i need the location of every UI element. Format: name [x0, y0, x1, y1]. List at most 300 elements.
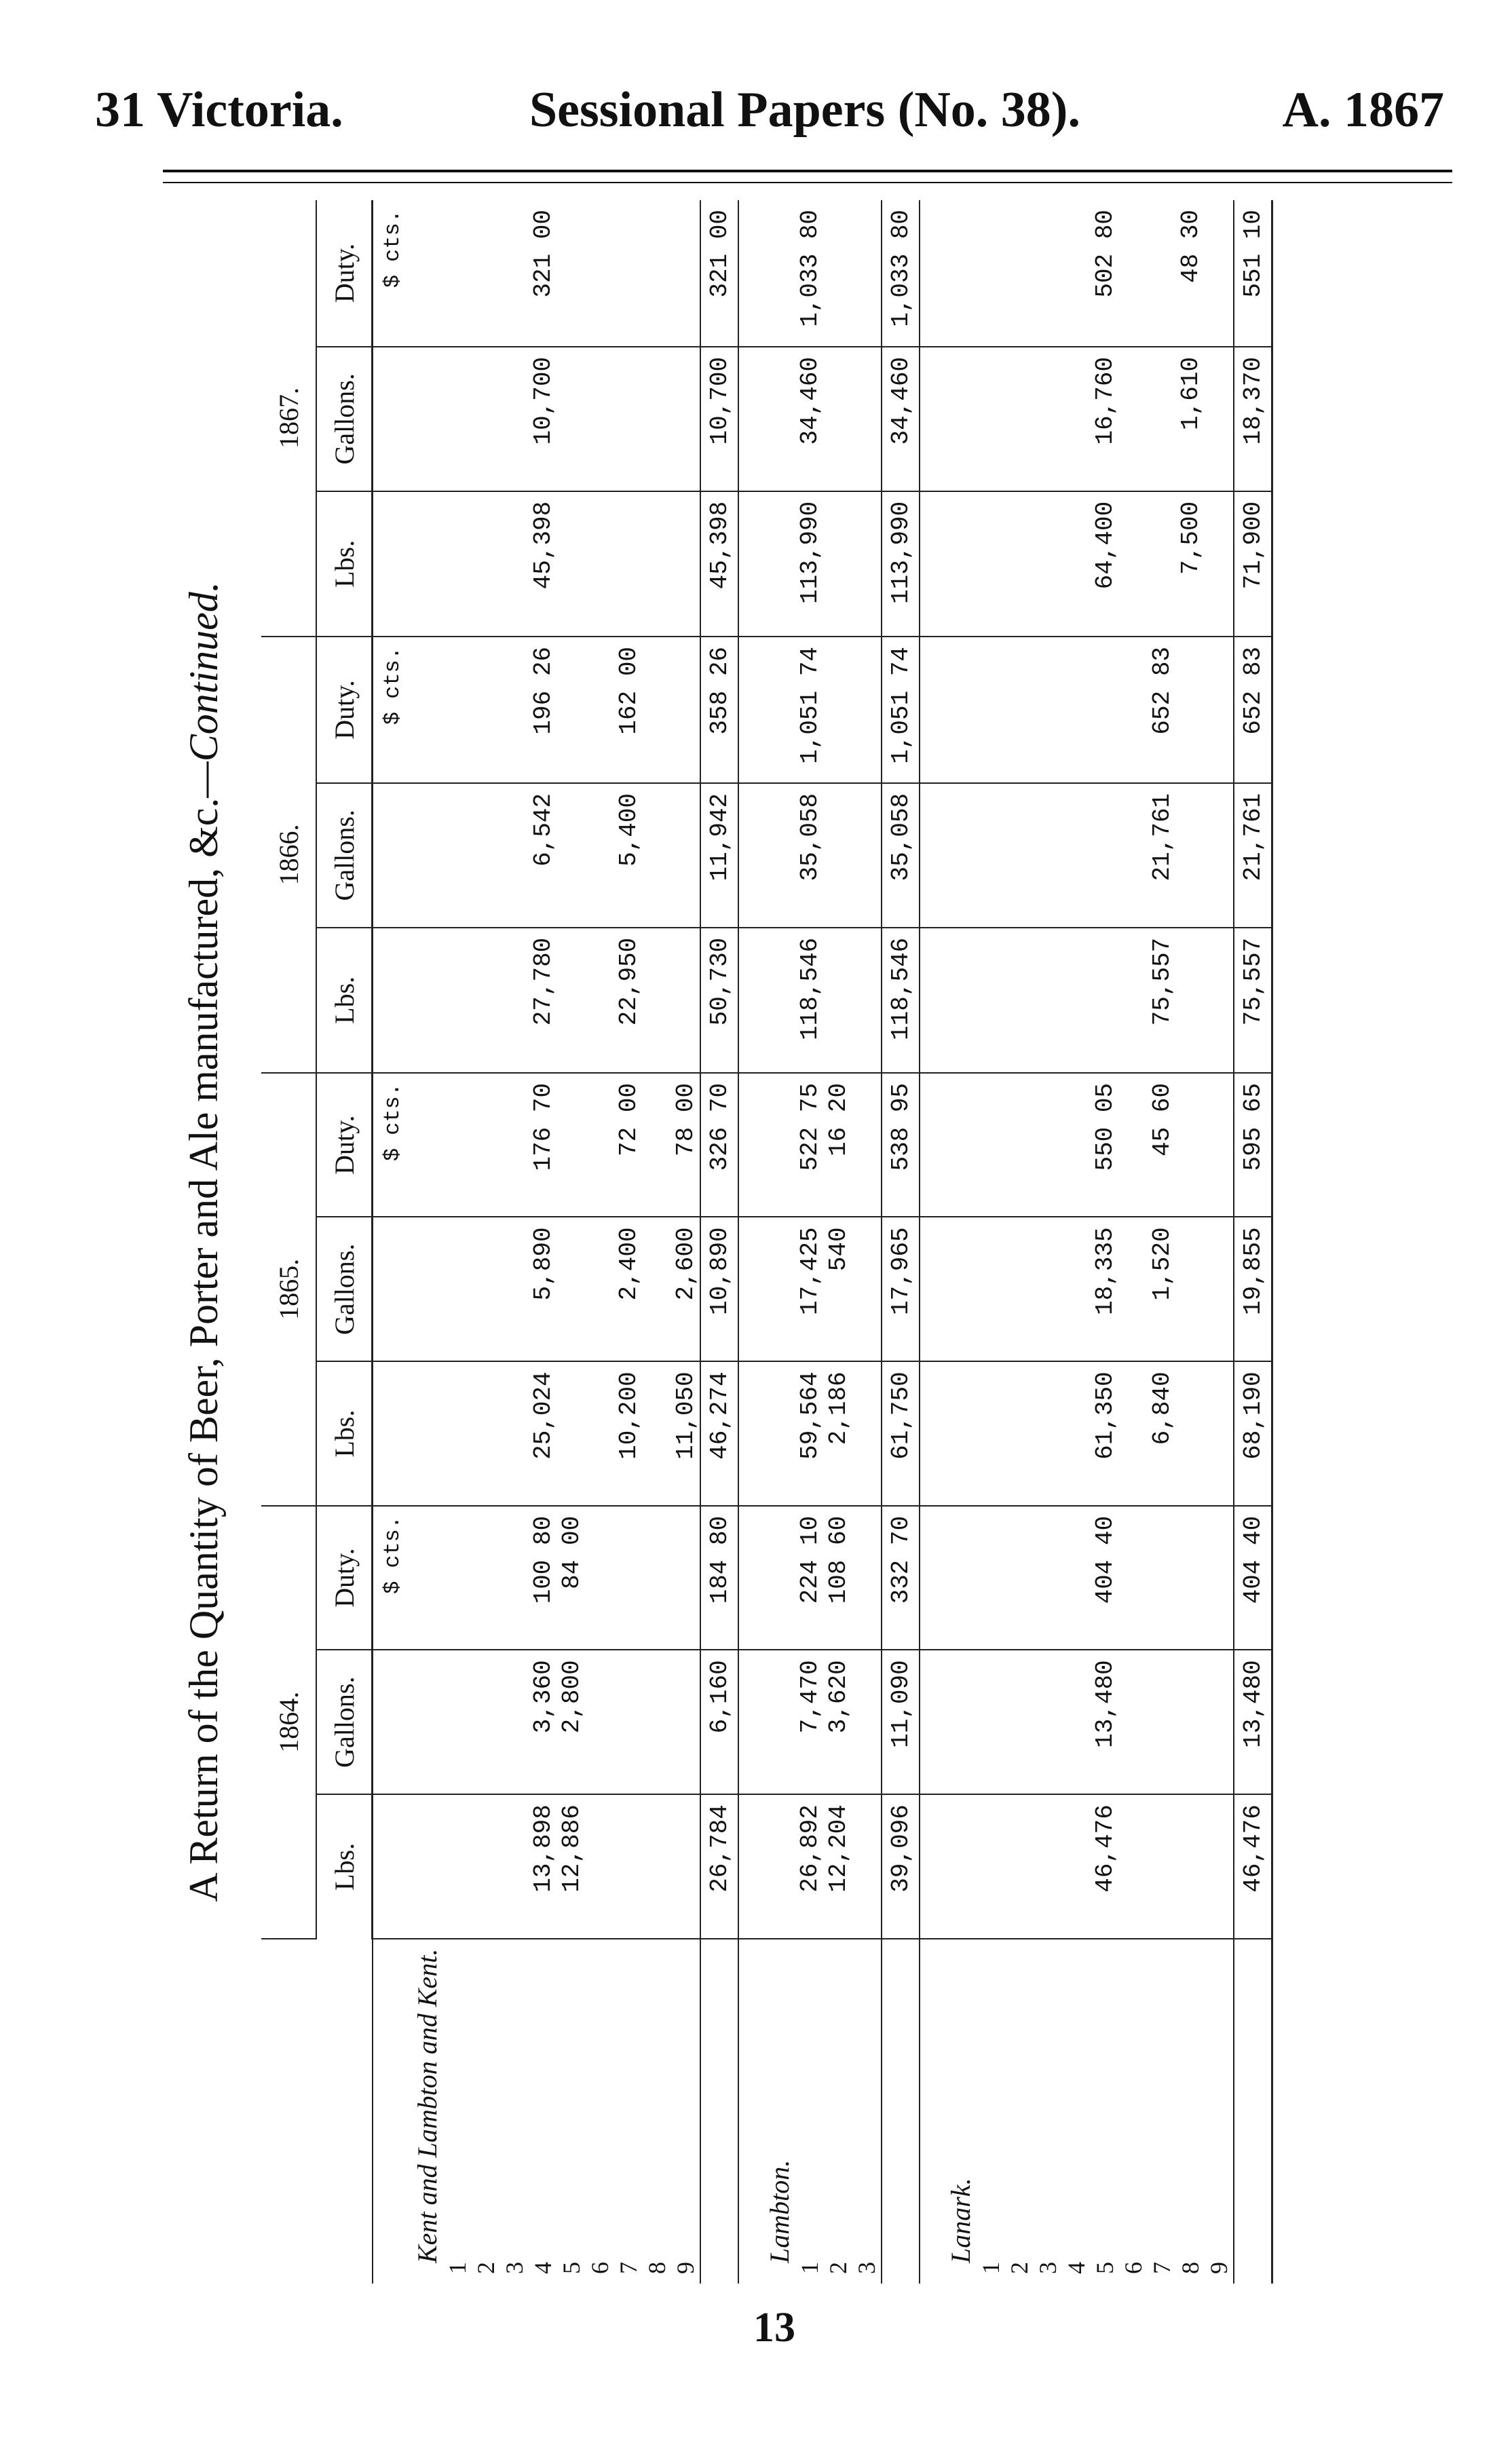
- page-number: 13: [753, 2305, 795, 2351]
- data-cell: [1062, 1073, 1091, 1217]
- data-cell: [671, 1650, 700, 1794]
- table-row: [557, 200, 586, 2284]
- subtotal-cell: 6,160: [700, 1650, 738, 1794]
- data-cell: 2,400: [614, 1217, 643, 1361]
- row-number: 7: [615, 2262, 642, 2274]
- data-cell: [614, 200, 643, 347]
- data-cell: [643, 1217, 671, 1361]
- data-cell: [500, 783, 529, 928]
- data-cell: 22,950: [614, 928, 643, 1073]
- data-cell: [500, 1650, 529, 1794]
- data-cell: [472, 491, 500, 637]
- table-row: [1148, 200, 1176, 2284]
- row-number: 7: [1148, 2262, 1175, 2274]
- data-cell: [1091, 783, 1119, 928]
- spacer-cell: [738, 1939, 763, 2284]
- data-cell: [1034, 1217, 1062, 1361]
- data-cell: [472, 1217, 500, 1361]
- table-row: [500, 200, 529, 2284]
- data-cell: [1005, 637, 1034, 783]
- section-blank: [411, 1217, 443, 1361]
- data-cell: [472, 928, 500, 1073]
- total-cell: 652 83: [1234, 637, 1272, 783]
- data-cell: [1205, 200, 1234, 347]
- data-cell: [1119, 1794, 1148, 1939]
- spacer-cell: [920, 928, 945, 1073]
- data-cell: [614, 347, 643, 491]
- units-blank: [373, 347, 412, 491]
- data-cell: [586, 347, 614, 491]
- subtotal-cell: 538 95: [882, 1073, 920, 1217]
- subtotal-cell: 118,546: [882, 928, 920, 1073]
- data-cell: [1034, 1361, 1062, 1506]
- total-cell: 19,855: [1234, 1217, 1272, 1361]
- row-number: 9: [672, 2262, 699, 2274]
- units-blank: [373, 1794, 412, 1939]
- data-cell: 502 80: [1091, 200, 1119, 347]
- spacer-cell: [738, 491, 763, 637]
- district-column-header: [261, 1939, 373, 2284]
- col-lbs: Lbs.: [316, 928, 373, 1073]
- header-rule: [163, 170, 1452, 172]
- section-blank: [763, 1650, 795, 1794]
- table-row: [1034, 200, 1062, 2284]
- data-cell: [614, 1506, 643, 1650]
- subtotal-cell: 11,942: [700, 783, 738, 928]
- data-cell: [1205, 1361, 1234, 1506]
- data-cell: [500, 200, 529, 347]
- data-cell: 2,186: [824, 1361, 852, 1506]
- table-row: [1119, 200, 1148, 2284]
- subtotal-cell: 1,051 74: [882, 637, 920, 783]
- data-cell: [1205, 1794, 1234, 1939]
- subtotal-cell: 46,274: [700, 1361, 738, 1506]
- section-blank: [945, 928, 977, 1073]
- data-cell: [472, 200, 500, 347]
- data-cell: [557, 1361, 586, 1506]
- year-header-1864: 1864.: [261, 1506, 316, 1939]
- table-row: [643, 200, 671, 2284]
- data-cell: [852, 1506, 882, 1650]
- row-number: 5: [558, 2262, 585, 2274]
- data-cell: [1205, 1506, 1234, 1650]
- section-blank: [763, 1361, 795, 1506]
- total-cell: 551 10: [1234, 200, 1272, 347]
- data-cell: 404 40: [1091, 1506, 1119, 1650]
- data-cell: [852, 1217, 882, 1361]
- year-header-row: [261, 200, 316, 2284]
- data-cell: 84 00: [557, 1506, 586, 1650]
- data-cell: [472, 1506, 500, 1650]
- section-blank: [945, 783, 977, 928]
- data-cell: [472, 783, 500, 928]
- data-cell: [1119, 200, 1148, 347]
- section-blank: [411, 928, 443, 1073]
- data-cell: 7,500: [1176, 491, 1205, 637]
- total-row: [1234, 200, 1272, 2284]
- spacer-cell: [738, 1073, 763, 1217]
- table-row: [1091, 200, 1119, 2284]
- data-cell: [500, 1073, 529, 1217]
- section-blank: [763, 1073, 795, 1217]
- data-cell: 5,890: [529, 1217, 557, 1361]
- data-cell: 196 26: [529, 637, 557, 783]
- subtotal-cell: 45,398: [700, 491, 738, 637]
- row-number: 3: [853, 2262, 880, 2274]
- data-cell: [1005, 491, 1034, 637]
- data-cell: [977, 1794, 1005, 1939]
- data-cell: [824, 783, 852, 928]
- data-cell: [852, 928, 882, 1073]
- data-cell: [1062, 928, 1091, 1073]
- spacer-cell: [920, 347, 945, 491]
- data-cell: [852, 1361, 882, 1506]
- subtotal-cell: 358 26: [700, 637, 738, 783]
- data-cell: [1005, 1650, 1034, 1794]
- data-cell: [1062, 637, 1091, 783]
- data-cell: [443, 783, 472, 928]
- data-cell: [1034, 200, 1062, 347]
- caption-text: A Return of the Quantity of Beer, Porter and Ale manufactured, &c.: [181, 797, 226, 1902]
- subtotal-cell: 35,058: [882, 783, 920, 928]
- data-cell: 224 10: [795, 1506, 824, 1650]
- subtotal-cell: 326 70: [700, 1073, 738, 1217]
- data-cell: 176 70: [529, 1073, 557, 1217]
- col-gallons: Gallons.: [316, 1650, 373, 1794]
- data-cell: [443, 1073, 472, 1217]
- row-number: 2: [825, 2262, 852, 2274]
- row-number: 1: [444, 2262, 471, 2274]
- table-row: [614, 200, 643, 2284]
- data-cell: [824, 200, 852, 347]
- data-cell: [824, 347, 852, 491]
- data-cell: [671, 347, 700, 491]
- units-blank: [373, 1217, 412, 1361]
- total-cell: 68,190: [1234, 1361, 1272, 1506]
- year-header-1866: 1866.: [261, 637, 316, 1073]
- section-blank: [945, 1650, 977, 1794]
- section-blank: [763, 200, 795, 347]
- data-cell: 6,840: [1148, 1361, 1176, 1506]
- spacer-cell: [738, 928, 763, 1073]
- data-cell: 64,400: [1091, 491, 1119, 637]
- data-cell: 75,557: [1148, 928, 1176, 1073]
- data-cell: [443, 347, 472, 491]
- section-blank: [411, 200, 443, 347]
- col-duty: Duty.: [316, 637, 373, 783]
- data-cell: [1034, 1506, 1062, 1650]
- data-cell: [977, 637, 1005, 783]
- data-cell: 12,886: [557, 1794, 586, 1939]
- table-body: [373, 200, 1272, 2284]
- table-row: [795, 200, 824, 2284]
- data-cell: [443, 200, 472, 347]
- data-cell: [500, 637, 529, 783]
- data-cell: 12,204: [824, 1794, 852, 1939]
- subtotal-cell: 332 70: [882, 1506, 920, 1650]
- data-cell: [852, 491, 882, 637]
- data-cell: [1091, 637, 1119, 783]
- data-cell: 21,761: [1148, 783, 1176, 928]
- data-cell: 78 00: [671, 1073, 700, 1217]
- data-cell: 1,520: [1148, 1217, 1176, 1361]
- data-cell: [443, 1794, 472, 1939]
- data-cell: 2,600: [671, 1217, 700, 1361]
- spacer-cell: [738, 783, 763, 928]
- row-number: 9: [1205, 2262, 1232, 2274]
- total-cell: 75,557: [1234, 928, 1272, 1073]
- data-cell: [1091, 928, 1119, 1073]
- section-name: Lanark.: [945, 2178, 976, 2263]
- subtotal-cell: 11,090: [882, 1650, 920, 1794]
- section-heading-row: [411, 200, 443, 2284]
- total-cell: 18,370: [1234, 347, 1272, 491]
- data-cell: [671, 637, 700, 783]
- data-cell: [1062, 1361, 1091, 1506]
- data-cell: [500, 491, 529, 637]
- units-label: $ cts.: [373, 637, 412, 783]
- data-cell: [1205, 928, 1234, 1073]
- table-row: [529, 200, 557, 2284]
- col-duty: Duty.: [316, 1073, 373, 1217]
- data-cell: [671, 200, 700, 347]
- data-cell: [977, 1073, 1005, 1217]
- units-row: [373, 200, 412, 2284]
- data-cell: [586, 491, 614, 637]
- spacer-cell: [920, 1217, 945, 1361]
- rotated-table-area: [159, 200, 1462, 2284]
- spacer-cell: [920, 1506, 945, 1650]
- data-cell: [500, 928, 529, 1073]
- data-cell: [1034, 928, 1062, 1073]
- data-cell: [852, 200, 882, 347]
- section-name: Kent and Lambton and Kent.: [412, 1948, 442, 2263]
- header-rule-thin: [163, 182, 1452, 183]
- data-cell: [1205, 783, 1234, 928]
- data-cell: [586, 1794, 614, 1939]
- subtotal-cell: 10,890: [700, 1217, 738, 1361]
- units-blank: [373, 1939, 412, 2284]
- data-cell: 48 30: [1176, 200, 1205, 347]
- data-cell: [1119, 1361, 1148, 1506]
- section-blank: [945, 1073, 977, 1217]
- data-cell: [1119, 491, 1148, 637]
- data-cell: [614, 1794, 643, 1939]
- data-cell: [1062, 1217, 1091, 1361]
- data-cell: [824, 928, 852, 1073]
- data-cell: [472, 347, 500, 491]
- data-cell: [1005, 347, 1034, 491]
- row-number: 3: [501, 2262, 528, 2274]
- units-blank: [373, 1361, 412, 1506]
- data-cell: [1119, 637, 1148, 783]
- units-blank: [373, 1650, 412, 1794]
- subtotal-cell: 50,730: [700, 928, 738, 1073]
- section-blank: [411, 1361, 443, 1506]
- spacer-cell: [738, 1217, 763, 1361]
- col-lbs: Lbs.: [316, 1361, 373, 1506]
- data-cell: [1176, 928, 1205, 1073]
- data-cell: 108 60: [824, 1506, 852, 1650]
- data-cell: [614, 491, 643, 637]
- data-cell: [586, 1506, 614, 1650]
- data-cell: [1062, 783, 1091, 928]
- data-cell: [586, 1361, 614, 1506]
- total-cell: 21,761: [1234, 783, 1272, 928]
- section-blank: [763, 491, 795, 637]
- section-blank: [411, 1506, 443, 1650]
- data-cell: [671, 1506, 700, 1650]
- data-cell: [1176, 1361, 1205, 1506]
- data-cell: [443, 491, 472, 637]
- data-cell: [1062, 1794, 1091, 1939]
- data-cell: 118,546: [795, 928, 824, 1073]
- data-cell: [1176, 637, 1205, 783]
- col-gallons: Gallons.: [316, 347, 373, 491]
- spacer-cell: [920, 783, 945, 928]
- spacer-cell: [738, 1794, 763, 1939]
- section-blank: [945, 200, 977, 347]
- data-cell: [557, 928, 586, 1073]
- data-cell: 652 83: [1148, 637, 1176, 783]
- data-cell: [1176, 783, 1205, 928]
- data-cell: [557, 1073, 586, 1217]
- data-cell: [472, 637, 500, 783]
- data-cell: [1205, 347, 1234, 491]
- data-cell: 1,051 74: [795, 637, 824, 783]
- data-cell: 540: [824, 1217, 852, 1361]
- row-number: 2: [472, 2262, 499, 2274]
- subtotal-cell: 34,460: [882, 347, 920, 491]
- row-number: 1: [796, 2262, 823, 2274]
- data-cell: 10,700: [529, 347, 557, 491]
- data-cell: [1148, 347, 1176, 491]
- data-cell: [671, 928, 700, 1073]
- data-cell: [557, 1217, 586, 1361]
- data-cell: [1119, 1073, 1148, 1217]
- section-blank: [945, 1506, 977, 1650]
- col-gallons: Gallons.: [316, 783, 373, 928]
- data-cell: [500, 347, 529, 491]
- units-blank: [373, 783, 412, 928]
- section-blank: [411, 1650, 443, 1794]
- units-label: $ cts.: [373, 1073, 412, 1217]
- data-cell: [1176, 1073, 1205, 1217]
- data-cell: [1034, 783, 1062, 928]
- table-row: [443, 200, 472, 2284]
- data-cell: [1205, 491, 1234, 637]
- data-cell: [852, 1650, 882, 1794]
- spacer-cell: [920, 1794, 945, 1939]
- data-cell: 522 75: [795, 1073, 824, 1217]
- row-number: 5: [1091, 2262, 1118, 2274]
- data-cell: 100 80: [529, 1506, 557, 1650]
- table-row: [472, 200, 500, 2284]
- data-cell: [586, 1217, 614, 1361]
- section-blank: [945, 347, 977, 491]
- data-cell: 11,050: [671, 1361, 700, 1506]
- spacer-cell: [738, 200, 763, 347]
- data-cell: [557, 783, 586, 928]
- col-duty: Duty.: [316, 1506, 373, 1650]
- data-cell: 162 00: [614, 637, 643, 783]
- subtotal-cell: 61,750: [882, 1361, 920, 1506]
- data-cell: [1148, 491, 1176, 637]
- data-cell: 1,033 80: [795, 200, 824, 347]
- data-cell: [1205, 1217, 1234, 1361]
- data-cell: [1034, 637, 1062, 783]
- spacer-cell: [920, 1650, 945, 1794]
- data-cell: 321 00: [529, 200, 557, 347]
- table-row: [1205, 200, 1234, 2284]
- data-cell: [1062, 491, 1091, 637]
- data-cell: [1148, 200, 1176, 347]
- data-cell: 113,990: [795, 491, 824, 637]
- data-cell: 16,760: [1091, 347, 1119, 491]
- data-cell: 59,564: [795, 1361, 824, 1506]
- data-cell: [443, 928, 472, 1073]
- data-cell: [472, 1794, 500, 1939]
- subtotal-cell: 10,700: [700, 347, 738, 491]
- data-cell: [852, 347, 882, 491]
- data-cell: [1034, 1073, 1062, 1217]
- data-cell: [1119, 928, 1148, 1073]
- data-cell: [1034, 1794, 1062, 1939]
- data-cell: 2,800: [557, 1650, 586, 1794]
- units-label: $ cts.: [373, 200, 412, 347]
- section-blank: [945, 1794, 977, 1939]
- subtotal-cell: 1,033 80: [882, 200, 920, 347]
- table-row: [852, 200, 882, 2284]
- table-row: [824, 200, 852, 2284]
- data-cell: [500, 1794, 529, 1939]
- col-gallons: Gallons.: [316, 1217, 373, 1361]
- table-row: [1176, 200, 1205, 2284]
- data-cell: [977, 1361, 1005, 1506]
- subtotal-row: [700, 200, 738, 2284]
- table-row: [977, 200, 1005, 2284]
- section-blank: [763, 637, 795, 783]
- section-blank: [411, 347, 443, 491]
- data-cell: [1119, 1650, 1148, 1794]
- subtotal-cell: 26,784: [700, 1794, 738, 1939]
- data-cell: [824, 491, 852, 637]
- data-cell: 45 60: [1148, 1073, 1176, 1217]
- total-cell: 595 65: [1234, 1073, 1272, 1217]
- data-cell: [977, 928, 1005, 1073]
- year-header-1865: 1865.: [261, 1073, 316, 1506]
- section-blank: [945, 491, 977, 637]
- data-cell: [557, 347, 586, 491]
- data-cell: [1005, 928, 1034, 1073]
- spacer-cell: [738, 347, 763, 491]
- data-cell: [643, 1650, 671, 1794]
- data-cell: [1062, 347, 1091, 491]
- data-cell: [977, 783, 1005, 928]
- data-cell: [1034, 347, 1062, 491]
- data-cell: 26,892: [795, 1794, 824, 1939]
- spacer-cell: [738, 1361, 763, 1506]
- data-cell: [977, 1217, 1005, 1361]
- data-cell: 46,476: [1091, 1794, 1119, 1939]
- data-cell: [443, 1217, 472, 1361]
- data-cell: [586, 637, 614, 783]
- data-cell: [614, 1650, 643, 1794]
- data-cell: 61,350: [1091, 1361, 1119, 1506]
- row-number: 1: [977, 2262, 1004, 2274]
- total-cell: 13,480: [1234, 1650, 1272, 1794]
- data-cell: [643, 200, 671, 347]
